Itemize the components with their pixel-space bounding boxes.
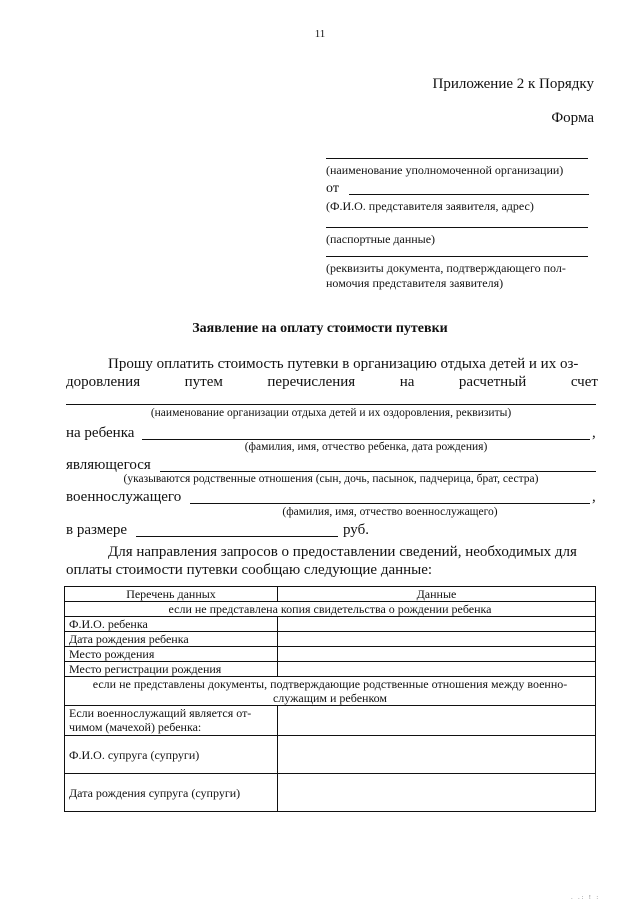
requests-line-1: Для направления запросов о предоставлении сведений, необходимых для <box>108 544 577 560</box>
org-account-caption: (наименование организации отдыха детей и их оздоровления, реквизиты) <box>150 407 512 419</box>
serviceman-line <box>190 503 590 504</box>
from-label: от <box>326 181 339 196</box>
row-value[interactable] <box>278 647 596 662</box>
passport-caption: (паспортные данные) <box>326 232 436 246</box>
requisites-line <box>326 256 588 257</box>
passport-line <box>326 227 588 228</box>
request-word: расчетный <box>458 374 527 390</box>
appendix-heading: Приложение 2 к Порядку <box>432 76 594 92</box>
org-account-line <box>66 404 596 405</box>
column-header: Перечень данных <box>65 587 278 602</box>
form-label: Форма <box>551 110 594 126</box>
serviceman-caption: (фамилия, имя, отчество военнослужащего) <box>282 506 498 518</box>
section-heading-line: если не представлены документы, подтверждающие родственные отношения между военно- <box>92 677 568 691</box>
applicant-caption: (Ф.И.О. представителя заявителя, адрес) <box>326 199 534 213</box>
row-label: Место рождения <box>65 647 278 662</box>
row-label-line: чимом (мачехой) ребенка: <box>69 720 202 734</box>
table-row <box>65 617 596 632</box>
table-section-row <box>65 602 596 617</box>
table-row <box>65 774 596 812</box>
org-caption: (наименование уполномоченной организации) <box>326 163 564 177</box>
row-label: Ф.И.О. ребенка <box>65 617 278 632</box>
relation-label: являющегося <box>66 457 151 473</box>
table-row <box>65 632 596 647</box>
requisites-caption-1: (реквизиты документа, подтверждающего пол- <box>326 261 566 275</box>
table-section-row <box>65 677 596 706</box>
requisites-caption-2: номочия представителя заявителя) <box>326 276 504 290</box>
table-row <box>65 662 596 677</box>
child-caption: (фамилия, имя, отчество ребенка, дата рождения) <box>244 441 488 453</box>
row-label-line: Если военнослужащий является от- <box>69 706 252 720</box>
row-value[interactable] <box>278 662 596 677</box>
table-row <box>65 736 596 774</box>
amount-line <box>136 536 338 537</box>
row-value[interactable] <box>278 617 596 632</box>
row-label: Дата рождения супруга (супруги) <box>65 774 278 812</box>
row-value[interactable] <box>278 774 596 812</box>
row-value[interactable] <box>278 706 596 736</box>
amount-label: в размере <box>66 522 128 538</box>
row-value[interactable] <box>278 632 596 647</box>
child-line <box>142 439 590 440</box>
request-word: на <box>399 374 415 390</box>
column-header: Данные <box>278 587 596 602</box>
amount-unit: руб. <box>343 522 369 538</box>
child-comma: , <box>592 425 596 441</box>
row-value[interactable] <box>278 736 596 774</box>
request-line-1: Прошу оплатить стоимость путевки в организацию отдыха детей и их оз- <box>108 356 579 372</box>
row-label: Место регистрации рождения <box>65 662 278 677</box>
section-heading <box>65 677 596 706</box>
page-number: 11 <box>314 28 326 40</box>
request-word: счет <box>570 374 598 390</box>
table-row <box>65 706 596 736</box>
org-line <box>326 158 588 159</box>
child-label: на ребенка <box>66 425 135 441</box>
serviceman-label: военнослужащего <box>66 489 182 505</box>
relation-line <box>160 471 596 472</box>
request-word: доровления <box>66 374 141 390</box>
data-table <box>64 586 596 812</box>
row-label <box>65 706 278 736</box>
table-header-row <box>65 587 596 602</box>
row-label: Дата рождения ребенка <box>65 632 278 647</box>
request-line-2 <box>66 374 598 391</box>
requests-line-2: оплаты стоимости путевки сообщаю следующие данные: <box>66 562 433 578</box>
row-label: Ф.И.О. супруга (супруги) <box>65 736 278 774</box>
request-word: путем <box>184 374 223 390</box>
document-title: Заявление на оплату стоимости путевки <box>192 321 448 336</box>
applicant-line <box>349 194 589 195</box>
section-heading-line: служащим и ребенком <box>272 691 388 705</box>
footer-marks: . .: ! : <box>571 895 600 901</box>
table-row <box>65 647 596 662</box>
serviceman-comma: , <box>592 489 596 505</box>
section-heading: если не представлена копия свидетельства о рождении ребенка <box>65 602 596 617</box>
relation-caption: (указываются родственные отношения (сын, дочь, пасынок, падчерица, брат, сестра) <box>123 473 539 485</box>
request-word: перечисления <box>267 374 356 390</box>
